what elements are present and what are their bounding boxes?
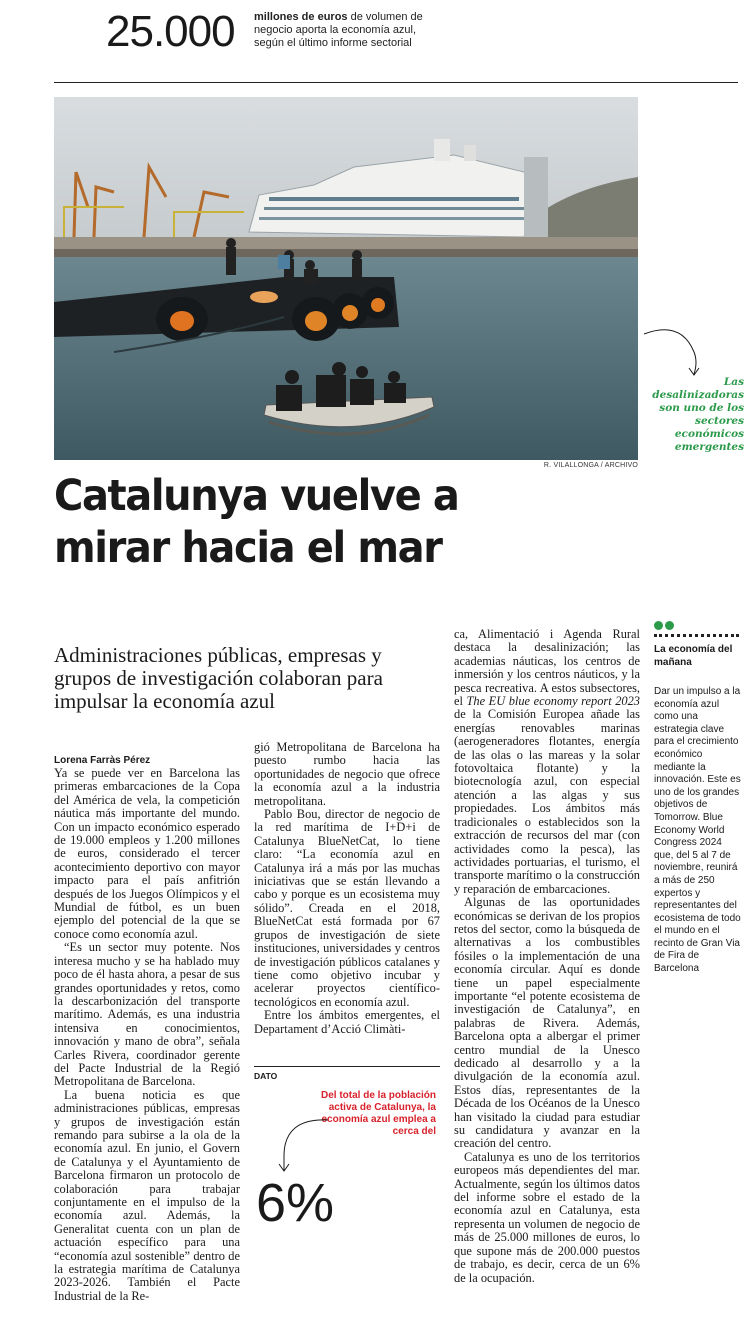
stat-desc-bold: millones de euros: [254, 11, 348, 23]
paragraph: “Es un sector muy potente. Nos interesa mucho y se ha hablado muy poco de él hasta ahora, a pesar de sus grandes oportunidades y retos, como la descarbonización del transporte marítimo. Además, es una industria intensiva en conocimientos, innovación y mano de obra”, señala Carles Rivera, coordinador gerente del Pacte Industrial de la Regió Metropolitana de Barcelona.: [54, 940, 240, 1089]
sidebar-title: La economía del mañana: [654, 644, 733, 668]
report-title: The EU blue economy report 2023: [466, 694, 640, 709]
stat-desc-rest: de volumen de negocio aporta la economía azul, según el último informe sectorial: [254, 11, 423, 49]
paragraph: Entre los ámbitos emergentes, el Departament d’Acció Climàti-: [254, 1008, 440, 1036]
paragraph-part: ca, Alimentació i Agenda Rural destaca la desalinización; las academias náuticas, los centros de inmersión y los centros náuticos, y la pesca recreativa. A estos subsectores, el: [454, 627, 640, 709]
stat-description: [254, 11, 444, 50]
article-column-3: [454, 628, 640, 1285]
dato-text: Del total de la población activa de Catalunya, la economía azul emplea a cerca del: [320, 1090, 436, 1137]
photo-caption: Las desalinizadoras son uno de los sectores económicos emergentes: [652, 376, 744, 453]
author-byline: Lorena Farràs Pérez: [54, 755, 151, 766]
stat-number: 25.000: [106, 7, 235, 56]
dato-value: 6%: [256, 1173, 335, 1233]
dato-label: DATO: [254, 1071, 278, 1081]
paragraph: [454, 628, 640, 896]
paragraph: Ya se puede ver en Barcelona las primeras embarcaciones de la Copa del América de vela, la competición náutica más importante del mundo. Con un impacto económico esperado de 19.000 empleos y 1.200 millones de euros, considerado el tercer acontecimiento deportivo con mayor impacto para el país anfitrión después de los Juegos Olímpicos y el Mundial de fútbol, es un buen ejemplo del potencial de la que se conoce como economía azul.: [54, 766, 240, 941]
paragraph: Pablo Bou, director de negocio de la red marítima de I+D+i de Catalunya BlueNetCat, lo tiene claro: “La economía azul en Catalunya irá a más por las muchas iniciativas que se están llevando a cabo y porque es un ecosistema muy sólido”. Creada en el 2018, BlueNetCat está formada por 67 grupos de investigación de siete instituciones, universidades y centros de investigación públicos catalanes y tiene como objetivo incubar y acelerar proyectos científico-tecnológicos en economía azul.: [254, 807, 440, 1009]
article-photo: [54, 97, 638, 460]
paragraph-part: de la Comisión Europea añade las energías renovables marinas (aerogeneradores flotantes, energía de las olas o las mareas y la solar fotovoltaica flotante) y la biotecnología azul, con especial atención a las algas y sus propiedades. Los ámbitos más tradicionales o establecidos son la extracción de recursos del mar (con actividades como la pesca), las actividades portuarias, el turismo, el transporte marítimo o la construcción y reparación de embarcaciones.: [454, 707, 640, 896]
sidebar-divider: [654, 634, 739, 638]
sidebar-body: Dar un impulso a la economía azul como una estrategia clave para el crecimiento económico mediante la innovación. Este es uno de los grandes objetivos de Tomorrow. Blue Economy World Congress 2024 que, del 5 al 7 de noviembre, reunirá a más de 250 expertos y representantes del ecosistema de todo el mundo en el recinto de Gran Via de Fira de Barcelona: [654, 686, 741, 975]
paragraph: La buena noticia es que administraciones públicas, empresas y grupos de investigación están remando para subirse a la ola de la economía azul. En junio, el Govern de Catalunya y el Ayuntamiento de Barcelona firmaron un protocolo de colaboración para trabajar conjuntamente en el impulso de la economía azul. Además, la Generalitat cuenta con un plan de actuación específico para una “economía azul sostenible” dentro de la estrategia marítima de Catalunya 2023-2026. También el Pacte Industrial de la Re-: [54, 1087, 240, 1303]
paragraph: Algunas de las oportunidades económicas se derivan de los propios retos del sector, como la búsqueda de alternativas a los combustibles fósiles o la implementación de una economía circular. Aquí es donde tiene un papel especialmente importante “el potente ecosistema de investigación de Catalunya”, en palabras de Rivera. Además, Barcelona opta a albergar el primer centro mundial de la Unesco dedicado al desarrollo y a la divulgación de la economía azul. Estos días, representantes de la Década de los Océanos de la Unesco han visitado la ciudad para estudiar su candidatura y avanzar en la creación del centro.: [454, 895, 640, 1151]
sidebar-dots-icon: [654, 621, 684, 631]
dato-divider: [254, 1066, 440, 1067]
caption-arrow-icon: [636, 322, 716, 382]
photo-credit: R. VILALLONGA / ARCHIVO: [543, 462, 638, 469]
subheadline: Administraciones públicas, empresas y grupos de investigación colaboran para impulsar la economía azul: [54, 643, 383, 713]
top-divider: [54, 82, 738, 83]
paragraph: Catalunya es uno de los territorios europeos más dependientes del mar. Actualmente, según los últimos datos del informe sobre el estado de la economía azul en Catalunya, esta representa un volumen de negocio de más de 25.000 millones de euros, lo que supone más de 200.000 puestos de trabajo, es decir, cerca de un 6% de la ocupación.: [454, 1149, 640, 1285]
paragraph: gió Metropolitana de Barcelona ha puesto rumbo hacia las oportunidades de negocio que ofrece la economía azul a la industria metropolitana.: [254, 740, 440, 808]
article-column-1: [54, 754, 240, 1303]
article-column-2: [254, 741, 440, 1036]
headline: Catalunya vuelve a mirar hacia el mar: [54, 471, 459, 573]
harbor-scene-image: [54, 97, 638, 460]
dato-arrow-icon: [276, 1112, 336, 1176]
